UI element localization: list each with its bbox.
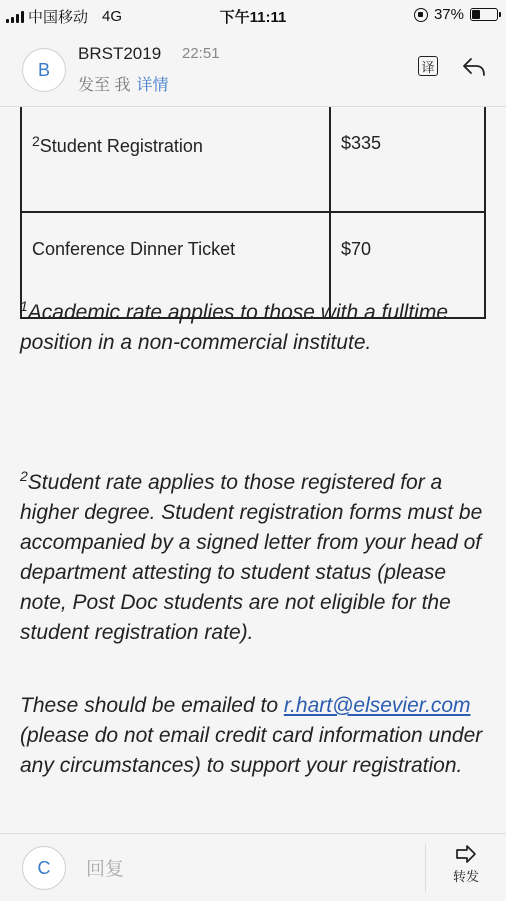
- email-instructions: [20, 691, 486, 781]
- translate-icon[interactable]: 译: [418, 56, 438, 76]
- footnote-marker: 2: [20, 468, 28, 484]
- sender-name[interactable]: BRST2019: [78, 44, 162, 63]
- forward-icon: [454, 844, 478, 864]
- recipient-line: [78, 72, 168, 95]
- status-bar: [0, 0, 506, 30]
- network-type: 4G: [102, 8, 123, 25]
- fee-price-cell: $335: [330, 107, 485, 212]
- divider: [425, 844, 426, 892]
- user-avatar: C: [22, 846, 66, 890]
- details-link[interactable]: 详情: [136, 77, 169, 94]
- footnote-marker: 1: [20, 298, 28, 314]
- footnote-1: [20, 291, 486, 358]
- fee-item-cell: [21, 107, 330, 212]
- battery-icon: [470, 8, 498, 21]
- footnote-text: Academic rate applies to those with a fulltime position in a non-commercial institute.: [20, 301, 449, 354]
- fees-table: [20, 107, 486, 319]
- email-link[interactable]: r.hart@elsevier.com: [283, 694, 471, 717]
- sender-avatar[interactable]: B: [22, 48, 66, 92]
- instructions-text-after: (please do not email credit card information under any circumstances) to support your registration.: [20, 724, 483, 777]
- fee-item-label: Student Registration: [39, 136, 203, 156]
- status-right: [414, 6, 498, 23]
- fee-item-cell: Conference Dinner Ticket: [21, 212, 330, 318]
- clock: 下午11:11: [219, 9, 287, 26]
- recipient-text: 发至 我: [78, 77, 131, 94]
- footnote-text: Student rate applies to those registered for a higher degree. Student registration forms must be accompanied by a signed letter from your head of department attesting to student status (please note, Post Doc students are not eligible for the student registration rate).: [20, 471, 483, 644]
- forward-label: 转发: [452, 869, 479, 884]
- forward-button[interactable]: [436, 844, 496, 885]
- reply-bar: [0, 833, 506, 901]
- reply-icon[interactable]: [462, 56, 486, 78]
- footnote-marker: 2: [32, 133, 40, 149]
- mail-header: [0, 30, 506, 107]
- carrier-name: 中国移动: [28, 9, 89, 26]
- battery-percent: 37%: [433, 6, 464, 23]
- instructions-text-before: These should be emailed to: [20, 694, 278, 717]
- table-row: [21, 107, 485, 212]
- mail-body: [0, 107, 506, 832]
- fee-price-cell: $70: [330, 212, 485, 318]
- reply-input[interactable]: 回复: [86, 859, 125, 880]
- orientation-lock-icon: [414, 8, 428, 22]
- footnote-2: [20, 461, 486, 648]
- mail-time: 22:51: [182, 45, 220, 62]
